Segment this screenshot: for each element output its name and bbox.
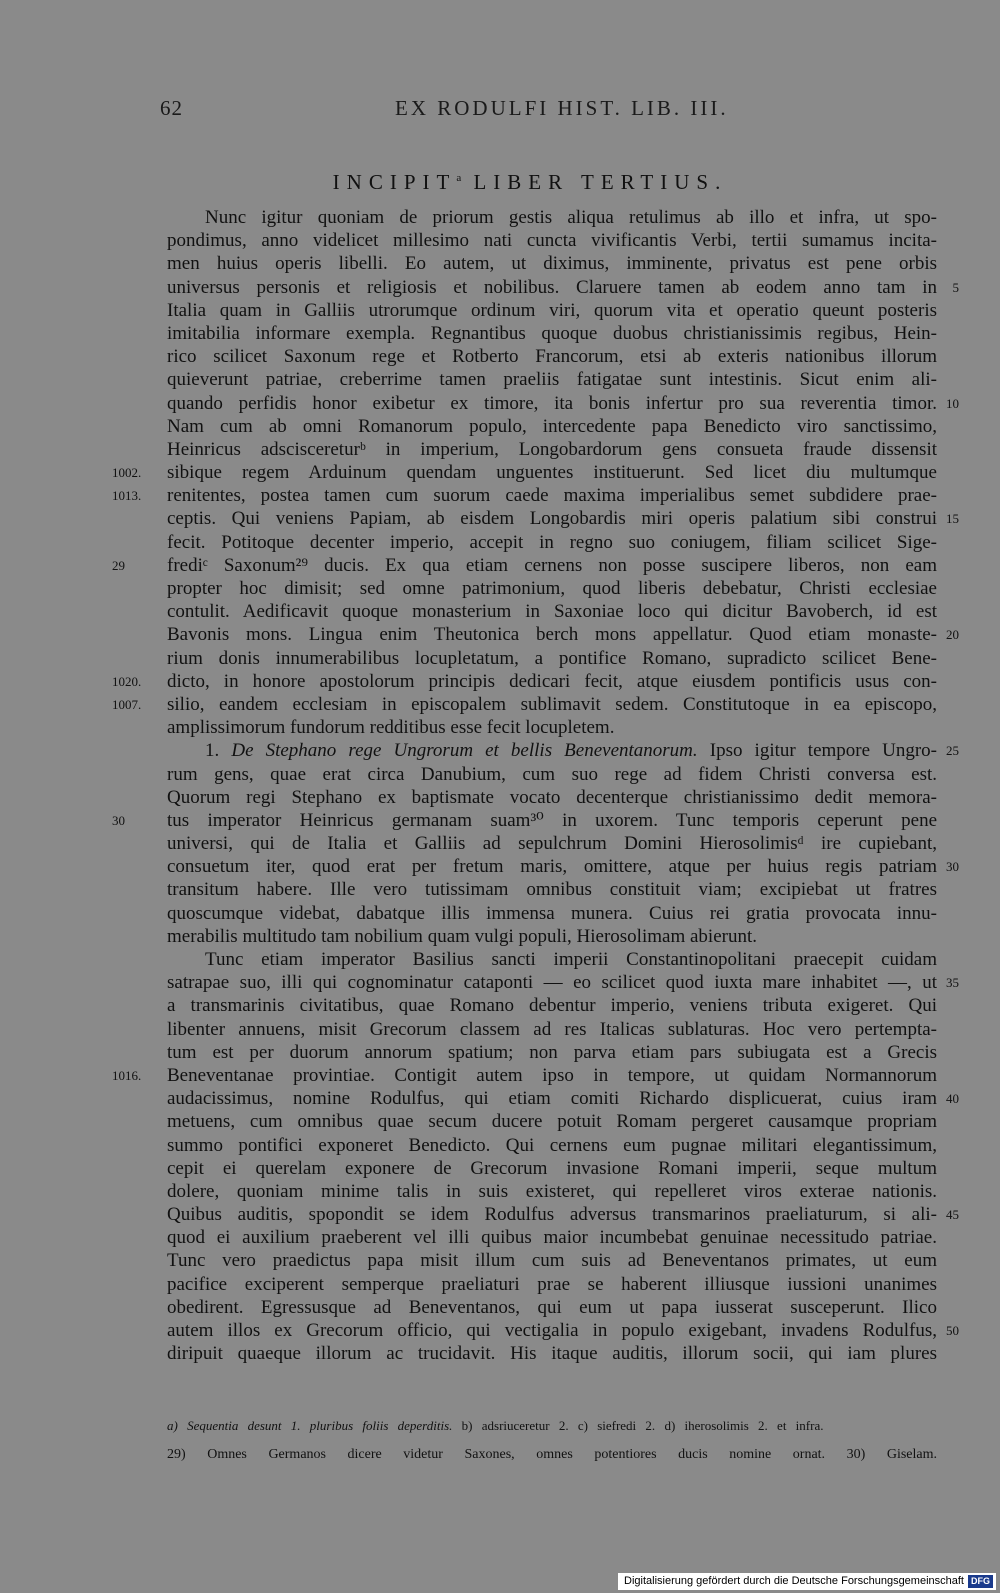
editorial-notes: 29) Omnes Germanos dicere videtur Saxones, omnes potentiores ducis nomine ornat. 30) Giselam. bbox=[167, 1447, 937, 1462]
line-text: Nunc igitur quoniam de priorum gestis aliqua retulimus ab illo et infra, ut spo- bbox=[205, 207, 937, 228]
text-line bbox=[167, 855, 959, 878]
critical-apparatus: a) Sequentia desunt 1. pluribus foliis deperditis. b) adsriuceretur 2. c) siefredi 2. d) iherosolimis 2. et infra. bbox=[167, 1418, 824, 1433]
line-number: 50 bbox=[946, 1323, 959, 1338]
line-text: quoscumque videbat, dabatque illis immensa munera. Cuius rei gratia provocata innu- bbox=[167, 902, 937, 924]
text-line bbox=[167, 878, 937, 901]
text-line bbox=[167, 786, 937, 809]
line-text: frediᶜ Saxonum²⁹ ducis. Ex qua etiam cernens non posse suscipere liberos, non eam bbox=[167, 554, 937, 576]
margin-year: 1020. bbox=[112, 673, 142, 689]
margin-year: 1007. bbox=[112, 696, 142, 712]
text-line bbox=[167, 206, 937, 229]
line-text: ceptis. Qui veniens Papiam, ab eisdem Longobardis miri operis palatium sibi construi bbox=[167, 508, 937, 530]
line-text: rico scilicet Saxonum rege et Rotberto Francorum, etsi ab exteris nationibus illorum bbox=[167, 346, 937, 368]
text-line bbox=[112, 670, 937, 693]
text-line bbox=[167, 345, 937, 368]
line-text: universus personis et religiosis et nobilibus. Claruere tamen ab eodem anno tam in bbox=[167, 276, 937, 298]
line-text: amplissimorum fundorum redditibus esse fecit locupletem. bbox=[167, 717, 615, 739]
line-text: imitabilia informare exempla. Regnantibus quoque duobus christianissimis regibus, Hein- bbox=[167, 322, 937, 344]
line-text: dicto, in honore apostolorum principis dedicari fecit, atque eiusdem pontificis usus con- bbox=[167, 670, 937, 692]
line-text: fecit. Potitoque decenter imperio, accepit in regno suo coniugem, filiam scilicet Sige- bbox=[167, 531, 937, 553]
text-line bbox=[167, 252, 937, 275]
line-text: silio, eandem ecclesiam in episcopalem sublimavit sedem. Constitutoque in ea episcopo, bbox=[167, 693, 937, 715]
funding-credit: Digitalisierung gefördert durch die Deutsche Forschungsgemeinschaft DFG bbox=[618, 1573, 996, 1590]
text-line bbox=[167, 229, 937, 252]
line-text: transitum habere. Ille vero tutissimam omnibus constituit viam; excipiebat ut fratres bbox=[167, 879, 937, 901]
text-line bbox=[167, 392, 959, 415]
margin-year: 29 bbox=[112, 557, 125, 573]
text-line bbox=[167, 368, 937, 391]
line-text: diripuit quaeque illorum ac trucidavit. His itaque auditis, illorum socii, qui iam plures bbox=[167, 1343, 937, 1365]
margin-year: 1013. bbox=[112, 488, 142, 504]
line-text: quando perfidis honor exibetur ex timore, ita bonis infertur pro sua reverentia timor. bbox=[167, 392, 937, 414]
main-text bbox=[112, 206, 959, 1365]
text-line bbox=[167, 438, 937, 461]
line-text: universi, qui de Italia et Galliis ad sepulchrum Domini Hierosolimisᵈ ire cupiebant, bbox=[167, 833, 937, 855]
line-text: Nam cum ab omni Romanorum populo, intercedente papa Benedicto viro sanctissimo, bbox=[167, 415, 937, 437]
line-text: pacifice exciperent semperque praeliaturi prae se haberent illiusque iussioni unanimes bbox=[167, 1273, 937, 1295]
line-text: tus imperator Heinricus germanam suam³⁰ in uxorem. Tunc temporis ceperunt pene bbox=[167, 809, 937, 831]
line-text: consuetum iter, quod erat per fretum maris, omittere, atque per huius regis patriam bbox=[167, 856, 937, 878]
text-line bbox=[167, 276, 959, 299]
chapter-heading: De Stephano rege Ungrorum et bellis Beneventanorum. bbox=[231, 740, 698, 762]
text-line bbox=[167, 299, 937, 322]
text-line bbox=[167, 1319, 959, 1342]
line-text: Tunc etiam imperator Basilius sancti imperii Constantinopolitani praecepit cuidam bbox=[205, 949, 937, 970]
page-number: 62 bbox=[160, 96, 183, 120]
line-text: rum gens, quae erat circa Danubium, cum suo rege ad fidem Christi conversa est. bbox=[167, 763, 937, 785]
line-text: Quibus auditis, spopondit se idem Rodulfus adversus transmarinos praeliaturum, si ali- bbox=[167, 1204, 937, 1226]
line-text: dolere, quoniam minime talis in suis existeret, qui repelleret viros exterae nationis. bbox=[167, 1180, 937, 1202]
margin-year: 1002. bbox=[112, 465, 142, 481]
line-number: 30 bbox=[946, 859, 959, 875]
line-text: obedirent. Egressusque ad Beneventanos, qui eum ut papa iusserat susceperunt. Ilico bbox=[167, 1296, 937, 1318]
line-text: satrapae suo, illi qui cognominatur cataponti — eo scilicet quod iuxta mare inhabitet —, ut bbox=[167, 972, 937, 994]
line-number: 10 bbox=[946, 395, 959, 411]
line-text: renitentes, postea tamen cum suorum caede maxima imperialibus semet subdidere prae- bbox=[167, 485, 937, 507]
line-text: audacissimus, nomine Rodulfus, qui etiam comiti Richardo displicuerat, cuius iram bbox=[167, 1088, 937, 1110]
line-text: merabilis multitudo tam nobilium quam vulgi populi, Hierosolimam abierunt. bbox=[167, 925, 757, 947]
text-line bbox=[112, 461, 937, 484]
text-line bbox=[167, 1249, 937, 1272]
line-text: sibique regem Arduinum quendam unguentes instituerunt. Sed licet diu multumque bbox=[167, 462, 937, 484]
line-text: Tunc vero praedictus papa misit illum cum suis ad Beneventanos primates, ut eum bbox=[167, 1250, 937, 1272]
text-line bbox=[167, 716, 937, 739]
text-line bbox=[167, 832, 937, 855]
text-line bbox=[167, 1018, 937, 1041]
text-line bbox=[167, 1226, 937, 1249]
book-title: INCIPIT$^a$ LIBER TERTIUS. bbox=[332, 170, 728, 194]
line-number: 35 bbox=[946, 975, 959, 991]
text-line bbox=[167, 1157, 937, 1180]
text-line bbox=[167, 1134, 937, 1157]
text-line bbox=[112, 554, 937, 577]
text-line bbox=[167, 994, 937, 1017]
line-number: 45 bbox=[946, 1207, 959, 1223]
line-text: propter hoc dimisit; sed omne patrimonium, quod liberis debebatur, Christi ecclesiae bbox=[167, 578, 937, 599]
line-number: 15 bbox=[946, 511, 959, 527]
text-line bbox=[167, 1180, 937, 1203]
text-line bbox=[167, 1203, 959, 1226]
text-line bbox=[167, 763, 937, 786]
line-text: metuens, cum omnibus quae secum ducere potuit Romam pergeret causamque propriam bbox=[167, 1111, 937, 1133]
line-number: 5 bbox=[952, 279, 959, 295]
line-text: summo pontifici exponeret Benedicto. Qui cernens eum pugnae militari elegantissimum, bbox=[167, 1134, 937, 1156]
text-line bbox=[167, 415, 937, 438]
text-line bbox=[167, 739, 959, 762]
line-text: Beneventanae provintiae. Contigit autem ipso in tempore, ut quidam Normannorum bbox=[167, 1064, 937, 1086]
line-text: 1. bbox=[205, 740, 232, 762]
line-text: rium donis innumerabilibus locupletatum, a pontifice Romano, supradicto scilicet Bene- bbox=[167, 647, 937, 669]
text-line bbox=[167, 948, 937, 971]
text-line bbox=[167, 925, 937, 948]
text-line bbox=[167, 1342, 937, 1365]
line-text: pondimus, anno videlicet millesimo nati cuncta vivificantis Verbi, tertii sumamus incita- bbox=[167, 230, 937, 252]
line-text: Heinricus adsciscereturᵇ in imperium, Longobardorum gens consueta fraude dissensit bbox=[167, 438, 937, 460]
line-text: men huius operis libelli. Eo autem, ut diximus, imminente, privatus est pene orbis bbox=[167, 253, 937, 275]
line-text: quieverunt patriae, creberrime tamen praeliis fatigatae sunt intestinis. Sicut enim ali- bbox=[167, 369, 937, 391]
text-line bbox=[112, 693, 937, 716]
text-line bbox=[167, 971, 959, 994]
text-line bbox=[167, 1296, 937, 1319]
text-line bbox=[112, 809, 937, 832]
line-number: 20 bbox=[946, 627, 959, 643]
line-text: autem illos ex Grecorum officio, qui vectigalia in populo exigebant, invadens Rodulfus, bbox=[167, 1320, 937, 1341]
margin-year: 1016. bbox=[112, 1067, 142, 1083]
line-text: cepit ei querelam exponere de Grecorum invasione Romani imperii, seque multum bbox=[167, 1157, 937, 1179]
running-header: EX RODULFI HIST. LIB. III. bbox=[395, 96, 729, 120]
text-line bbox=[167, 623, 959, 646]
text-line bbox=[167, 647, 937, 670]
text-line bbox=[167, 1087, 959, 1110]
line-number: 40 bbox=[946, 1091, 959, 1107]
line-text: a transmarinis civitatibus, quae Romano debentur imperio, veniens tributa exigeret. Qui bbox=[167, 995, 937, 1017]
line-text: quod ei auxilium praeberent vel illi quibus maior incumbebat genuinae necessitudo patriae. bbox=[167, 1227, 937, 1249]
line-text: libenter annuens, misit Grecorum classem ad res Italicas sublaturas. Hoc vero pertempta- bbox=[167, 1018, 937, 1040]
text-line bbox=[167, 902, 937, 925]
text-line bbox=[167, 322, 937, 345]
text-line bbox=[167, 507, 959, 530]
text-line bbox=[112, 1064, 937, 1087]
text-line bbox=[167, 600, 937, 623]
text-line bbox=[167, 1110, 937, 1133]
dfg-logo-icon: DFG bbox=[968, 1575, 993, 1588]
line-text: Quorum regi Stephano ex baptismate vocato decenterque christianissimo dedit memora- bbox=[167, 786, 937, 808]
text-line bbox=[167, 1041, 937, 1064]
margin-year: 30 bbox=[112, 812, 125, 828]
line-number: 25 bbox=[946, 743, 959, 759]
line-text: Bavonis mons. Lingua enim Theutonica berch mons appellatur. Quod etiam monaste- bbox=[167, 624, 937, 646]
line-text: Ipso igitur tempore Ungro- bbox=[697, 740, 938, 762]
text-line bbox=[112, 484, 937, 507]
line-text: Italia quam in Galliis utrorumque ordinum viri, quorum vita et operatio queunt posteris bbox=[167, 299, 937, 321]
text-line bbox=[167, 531, 937, 554]
line-text: tum est per duorum annorum spatium; non parva etiam pars subiugata est a Grecis bbox=[167, 1041, 937, 1063]
text-line bbox=[167, 577, 937, 600]
line-text: contulit. Aedificavit quoque monasterium in Saxoniae loco qui dicitur Bavoberch, id est bbox=[167, 601, 937, 623]
text-line bbox=[167, 1273, 937, 1296]
